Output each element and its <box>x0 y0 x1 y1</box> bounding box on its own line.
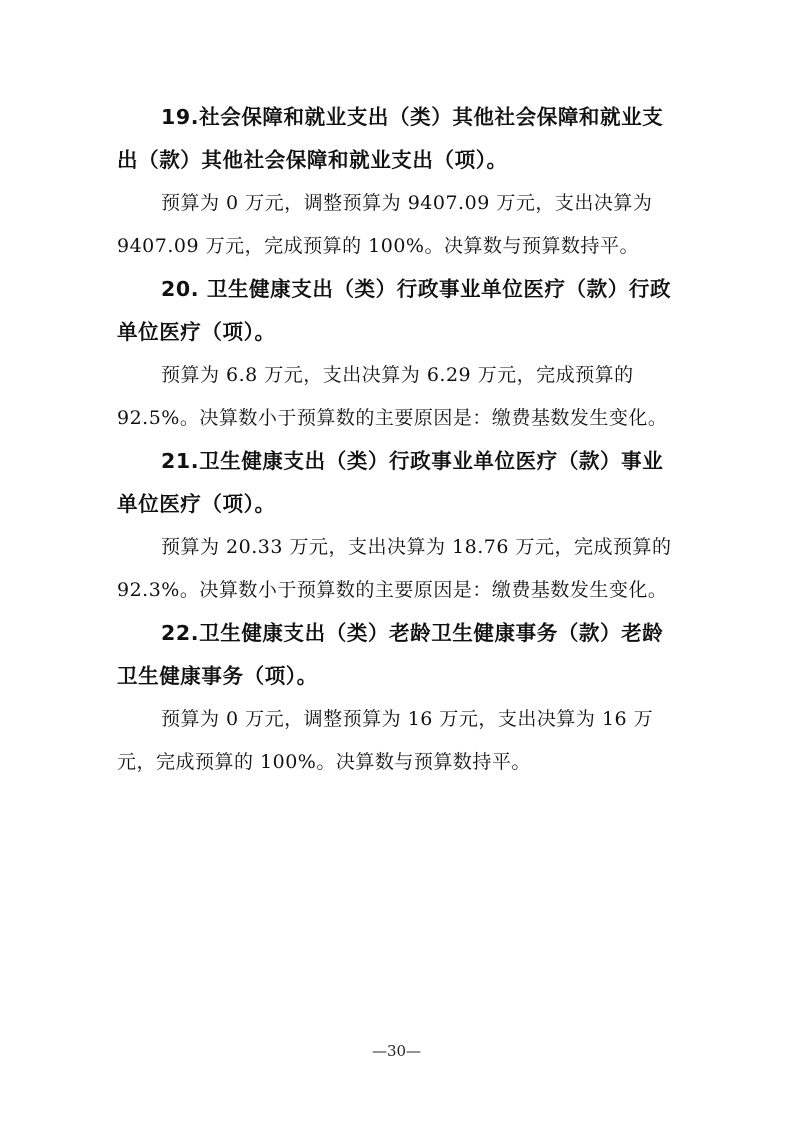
section-22-body: 预算为 0 万元，调整预算为 16 万元，支出决算为 16 万元，完成预算的 100%。决算数与预算数持平。 <box>117 708 654 773</box>
section-22-heading: 22.卫生健康支出（类）老龄卫生健康事务（款）老龄卫生健康事务（项）。 <box>117 621 664 688</box>
section-21-body: 预算为 20.33 万元，支出决算为 18.76 万元，完成预算的 92.3%。决算数小于预算数的主要原因是：缴费基数发生变化。 <box>117 536 672 601</box>
section-19-body: 预算为 0 万元，调整预算为 9407.09 万元，支出决算为 9407.09 万元，完成预算的 100%。决算数与预算数持平。 <box>117 192 653 257</box>
document-content <box>117 96 677 784</box>
section-19-heading: 19.社会保障和就业支出（类）其他社会保障和就业支出（款）其他社会保障和就业支出（项）。 <box>117 105 664 172</box>
page-number: —30— <box>371 1042 422 1060</box>
section-20-heading: 20. 卫生健康支出（类）行政事业单位医疗（款）行政单位医疗（项）。 <box>117 277 672 344</box>
section-20-body: 预算为 6.8 万元，支出决算为 6.29 万元，完成预算的 92.5%。决算数小于预算数的主要原因是：缴费基数发生变化。 <box>117 364 668 429</box>
section-21-heading: 21.卫生健康支出（类）行政事业单位医疗（款）事业单位医疗（项）。 <box>117 449 664 516</box>
